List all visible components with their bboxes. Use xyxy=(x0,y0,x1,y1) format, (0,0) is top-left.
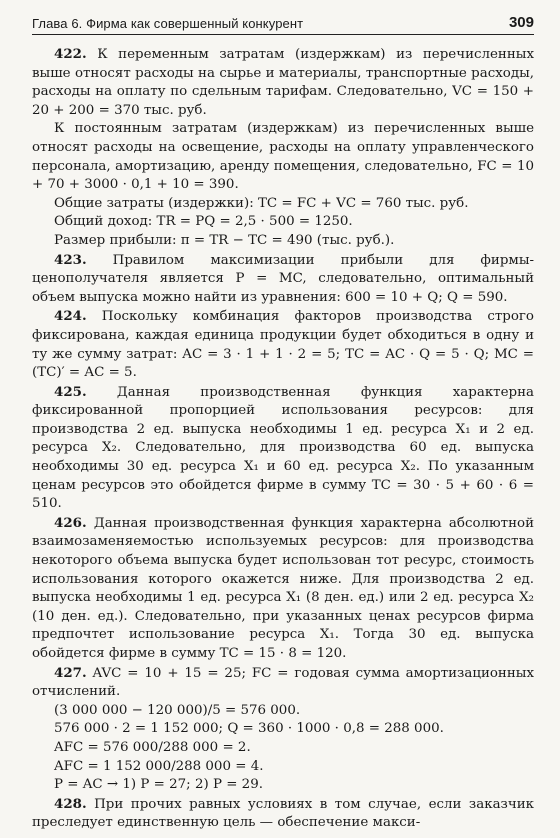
paragraph-text: Правилом максимизации прибыли для фирмы-ценополучателя является P = MC, следовательно, оптимальный объем выпуска можно найти из уравнения: 600 = 10 + Q; Q = 590. xyxy=(32,252,534,305)
chapter-title: Глава 6. Фирма как совершенный конкурент xyxy=(32,16,304,31)
problem-number: 426. xyxy=(54,514,87,531)
paragraph-text: Данная производственная функция характерна фиксированной пропорцией использования ресурсов: для производства 2 ед. выпуска необходимы 1 ед. ресурса X₁ и 2 ед. ресурса X₂. Следовательно, для производства 60 ед. выпуска необходимы 30 ед. ресурса X₁ и 60 ед. ресурса X₂. По указанным ценам ресурсов это обойдется фирме в сумму TC = 30 · 5 + 60 · 6 = 510. xyxy=(32,384,534,512)
paragraph-text: 576 000 · 2 = 1 152 000; Q = 360 · 1000 · 0,8 = 288 000. xyxy=(54,721,444,737)
paragraph-427 xyxy=(32,664,534,702)
paragraph-text: P = AC → 1) P = 27; 2) P = 29. xyxy=(54,777,263,793)
paragraph-422 xyxy=(32,45,534,120)
problem-number: 422. xyxy=(54,46,87,62)
formula-line xyxy=(32,702,534,721)
paragraph-425 xyxy=(32,383,534,514)
paragraph-text: AVC = 10 + 15 = 25; FC = годовая сумма амортизационных отчислений. xyxy=(32,665,534,700)
paragraph-428 xyxy=(32,795,534,833)
paragraph-424 xyxy=(32,307,534,382)
formula-line xyxy=(32,739,534,758)
problem-number: 423. xyxy=(54,251,87,268)
line-total-costs xyxy=(32,195,534,214)
formula-line xyxy=(32,720,534,739)
paragraph-426 xyxy=(32,514,534,664)
paragraph-text: Общие затраты (издержки): TC = FC + VC = 760 тыс. руб. xyxy=(54,195,469,211)
paragraph-text: Поскольку комбинация факторов производства строго фиксирована, каждая единица продукции будет обходиться в одну и ту же сумму затрат: AC = 3 · 1 + 1 · 2 = 5; TC = AC · Q = 5 · Q; MC = (TC)′ = AC = 5. xyxy=(32,309,534,381)
paragraph-423 xyxy=(32,251,534,308)
paragraph-text: К постоянным затратам (издержкам) из перечисленных выше относят расходы на освещение, расходы на оплату управленческого персонала, амортизацию, аренду помещения, следовательно, FC = 10 + 70 + 3000 · 0,1 + 10 = 390. xyxy=(32,121,534,193)
paragraph-text: Данная производственная функция характерна абсолютной взаимозаменяемостью используемых ресурсов: для производства некоторого объема выпуска будет использован тот ресурс, стоимость использования которого окажется ниже. Для производства 2 ед. выпуска необходимы 1 ед. ресурса X₁ (8 ден. ед.) или 2 ед. ресурса X₂ (10 ден. ед.). Следовательно, при указанных ценах ресурсов фирма предпочтет использование ресурса X₁. Тогда 30 ед. выпуска обойдется фирме в сумму TC = 15 · 8 = 120. xyxy=(32,515,534,661)
problem-number: 425. xyxy=(54,383,87,400)
running-header xyxy=(32,14,534,35)
page-body xyxy=(32,45,534,833)
paragraph-text: AFC = 1 152 000/288 000 = 4. xyxy=(54,758,264,774)
line-profit xyxy=(32,232,534,251)
formula-line xyxy=(32,758,534,777)
problem-number: 428. xyxy=(54,795,87,812)
paragraph-text: При прочих равных условиях в том случае, если заказчик преследует единственную цель — обеспечение макси- xyxy=(32,796,534,831)
page-number: 309 xyxy=(508,14,534,31)
paragraph-text: К переменным затратам (издержкам) из перечисленных выше относят расходы на сырье и материалы, транспортные расходы, расходы на оплату по сдельным тарифам. Следовательно, VC = 150 + 20 + 200 = 370 тыс. руб. xyxy=(32,47,534,118)
line-total-revenue xyxy=(32,213,534,232)
paragraph-text: Размер прибыли: π = TR − TC = 490 (тыс. руб.). xyxy=(54,232,395,248)
paragraph-fixed-costs xyxy=(32,120,534,194)
paragraph-text: AFC = 576 000/288 000 = 2. xyxy=(54,739,251,755)
paragraph-text: (3 000 000 − 120 000)/5 = 576 000. xyxy=(54,702,301,718)
problem-number: 427. xyxy=(54,664,87,681)
problem-number: 424. xyxy=(54,308,87,325)
paragraph-text: Общий доход: TR = PQ = 2,5 · 500 = 1250. xyxy=(54,214,353,230)
formula-line xyxy=(32,776,534,795)
